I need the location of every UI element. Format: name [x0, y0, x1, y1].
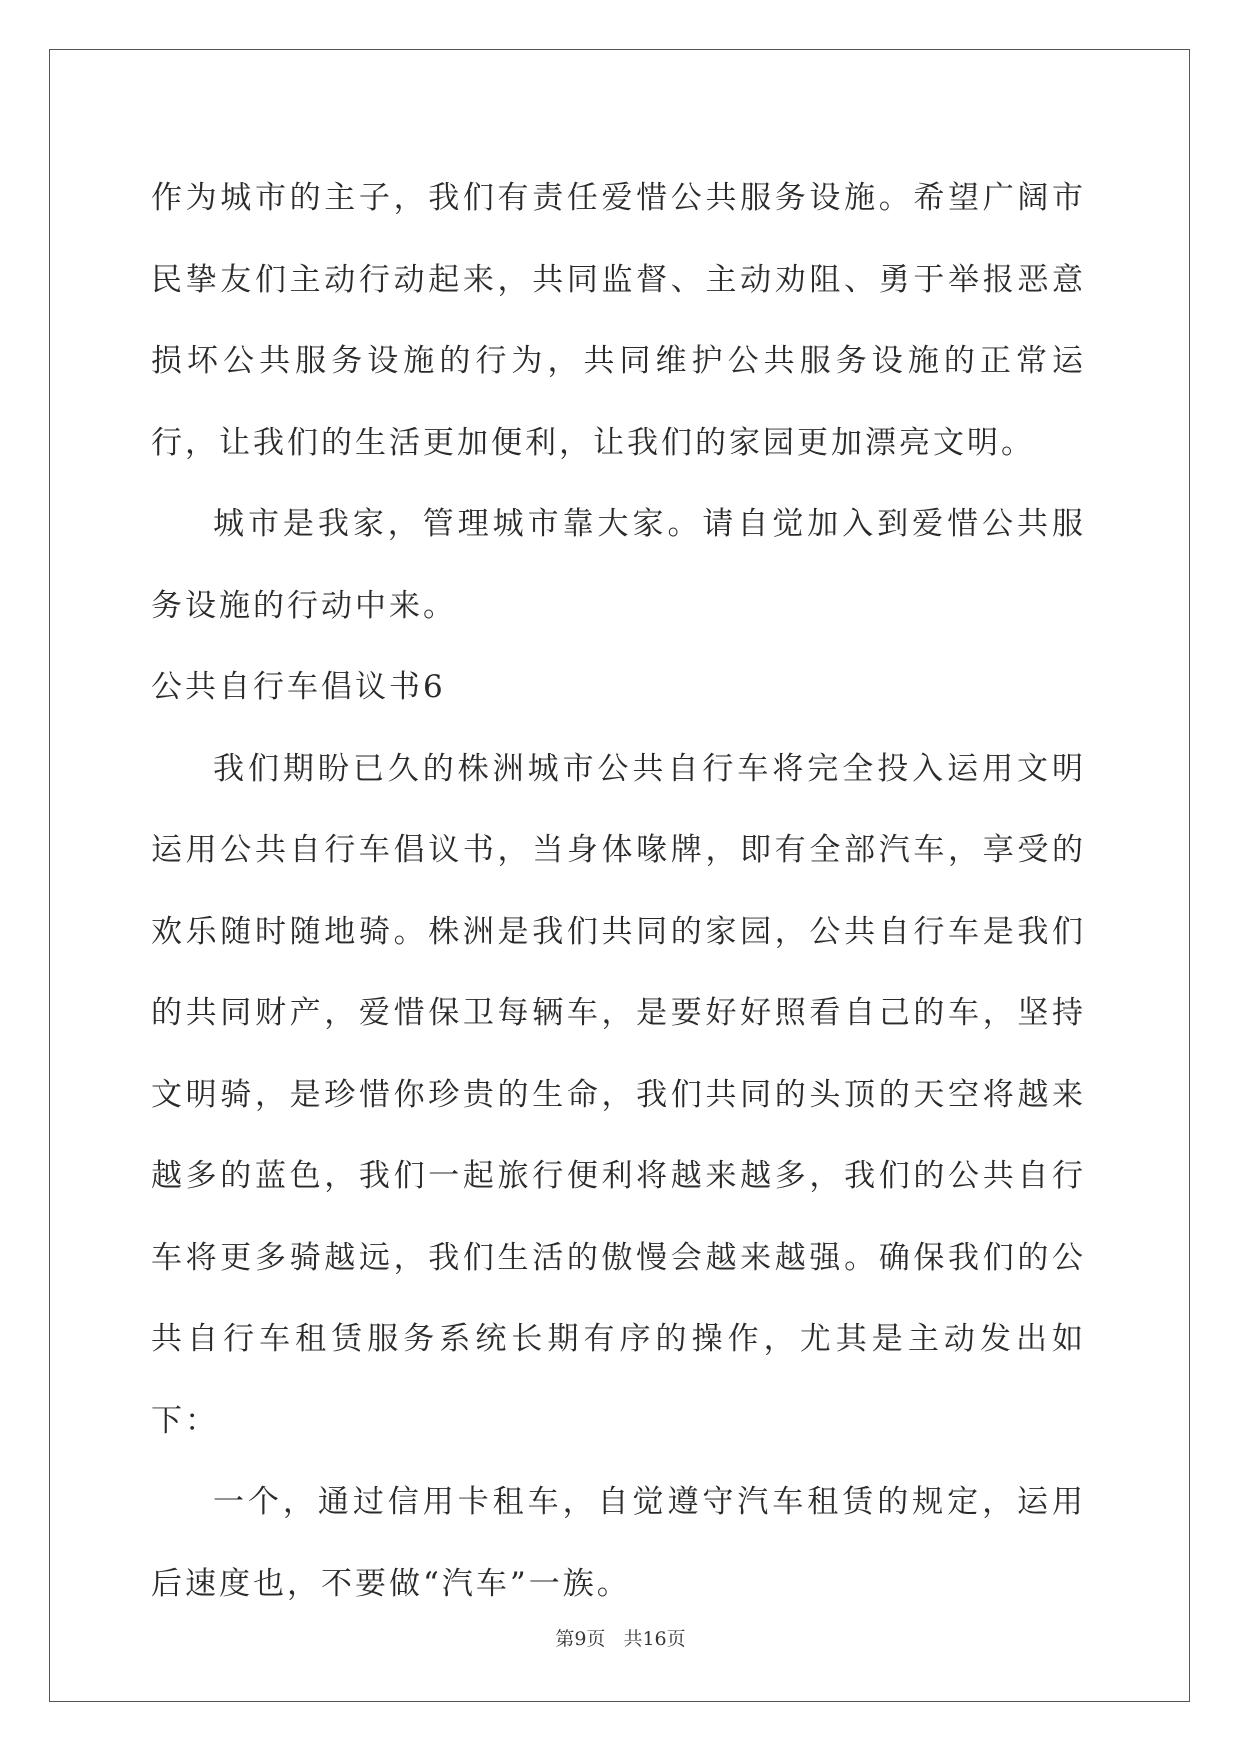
- page-number-current: 第9页: [555, 1628, 606, 1650]
- paragraph-3: 我们期盼已久的株洲城市公共自行车将完全投入运用文明运用公共自行车倡议书，当身体喙牌，即有全部汽车，享受的欢乐随时随地骑。株洲是我们共同的家园，公共自行车是我们的共同财产，爱惜保卫每辆车，是要好好照看自己的车，坚持文明骑，是珍惜你珍贵的生命，我们共同的头顶的天空将越来越多的蓝色，我们一起旅行便利将越来越多，我们的公共自行车将更多骑越远，我们生活的傲慢会越来越强。确保我们的公共自行车租赁服务系统长期有序的操作，尤其是主动发出如下：: [151, 750, 1086, 1439]
- page-number-total: 共16页: [623, 1628, 686, 1650]
- page-footer: [0, 1624, 1241, 1651]
- paragraph-1: 作为城市的主子，我们有责任爱惜公共服务设施。希望广阔市民挚友们主动行动起来，共同监督、主动劝阻、勇于举报恶意损坏公共服务设施的行为，共同维护公共服务设施的正常运行，让我们的生活更加便利，让我们的家园更加漂亮文明。: [151, 180, 1086, 461]
- document-body: [151, 158, 1086, 1625]
- paragraph-4: 一个，通过信用卡租车，自觉遵守汽车租赁的规定，运用后速度也，不要做“汽车”一族。: [151, 1484, 1086, 1602]
- section-heading: 公共自行车倡议书6: [151, 669, 446, 705]
- paragraph-2: 城市是我家，管理城市靠大家。请自觉加入到爱惜公共服务设施的行动中来。: [151, 506, 1086, 624]
